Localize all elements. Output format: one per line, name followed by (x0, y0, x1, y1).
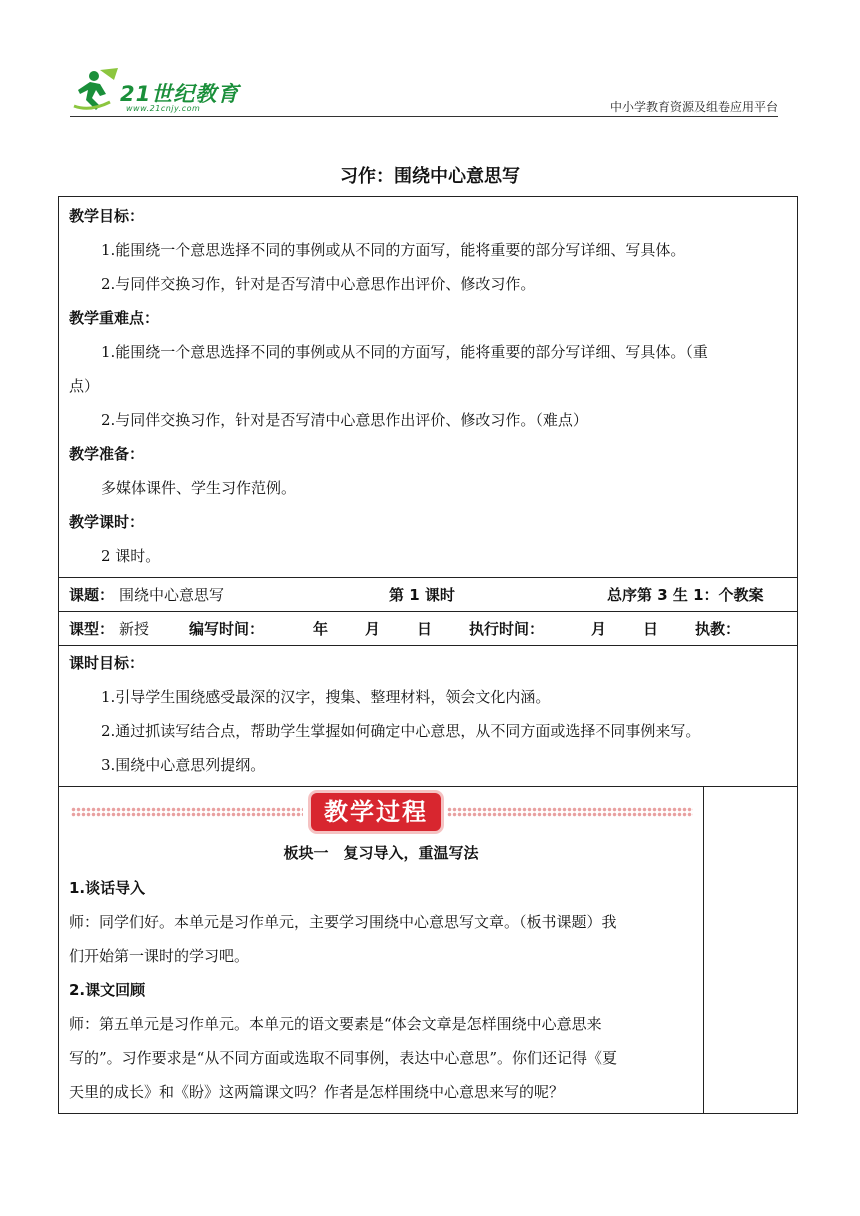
part2-line: 天里的成长》和《盼》这两篇课文吗？作者是怎样围绕中心意思来写的呢？ (69, 1083, 565, 1101)
logo-url: www.21cnjy.com (126, 104, 201, 113)
type-label: 课型： (69, 620, 115, 638)
period-goal-item: 1.引导学生围绕感受最深的汉字，搜集、整理材料，领会文化内涵。 (101, 688, 551, 706)
header-divider (70, 116, 778, 117)
part1-heading: 1.谈话导入 (69, 879, 146, 897)
exec-time-label: 执行时间： (469, 620, 545, 638)
part1-line: 们开始第一课时的学习吧。 (69, 947, 250, 965)
process-main-column (59, 787, 704, 1113)
part2-line: 写的”。习作要求是“从不同方面或选取不同事例，表达中心意思”。你们还记得《夏 (69, 1049, 618, 1067)
type-value: 新授 (119, 620, 150, 638)
platform-name: 中小学教育资源及组卷应用平台 (609, 100, 778, 114)
preparation-content: 多媒体课件、学生习作范例。 (101, 479, 297, 497)
key-point-item-cont: 点） (69, 377, 100, 395)
key-points-heading: 教学重难点： (69, 309, 160, 327)
write-month: 月 (365, 620, 381, 638)
banner-dots-left (71, 807, 303, 817)
period-label: 第 1 课时 (389, 586, 455, 604)
runner-logo-icon (70, 66, 124, 114)
exec-day: 日 (643, 620, 659, 638)
hours-content: 2 课时。 (101, 547, 161, 565)
part1-line: 师：同学们好。本单元是习作单元，主要学习围绕中心意思写文章。（板书课题）我 (69, 913, 617, 931)
order-label: 总序第 3 生 1：个教案 (607, 586, 764, 604)
write-day: 日 (417, 620, 433, 638)
period-goal-item: 2.通过抓读写结合点，帮助学生掌握如何确定中心意思，从不同方面或选择不同事例来写。 (101, 722, 701, 740)
banner-dots-right (447, 807, 693, 817)
process-notes-column (704, 787, 797, 1113)
key-point-item: 2.与同伴交换习作，针对是否写清中心意思作出评价、修改习作。（难点） (101, 411, 588, 429)
period-goal-item: 3.围绕中心意思列提纲。 (101, 756, 266, 774)
banner-label: 教学过程 (311, 793, 441, 831)
process-section (59, 786, 797, 1113)
objective-item: 2.与同伴交换习作，针对是否写清中心意思作出评价、修改习作。 (101, 275, 536, 293)
page-header (70, 66, 778, 118)
site-logo (70, 66, 250, 114)
part2-line: 师：第五单元是习作单元。本单元的语文要素是“体会文章是怎样围绕中心意思来 (69, 1015, 602, 1033)
preparation-heading: 教学准备： (69, 445, 145, 463)
write-year: 年 (313, 620, 329, 638)
hours-heading: 教学课时： (69, 513, 145, 531)
topic-value: 围绕中心意思写 (119, 586, 225, 604)
topic-label: 课题： (69, 586, 115, 604)
write-time-label: 编写时间： (189, 620, 265, 638)
objective-item: 1.能围绕一个意思选择不同的事例或从不同的方面写，能将重要的部分写详细、写具体。 (101, 241, 686, 259)
page-title: 习作：围绕中心意思写 (340, 166, 520, 187)
process-banner (59, 787, 703, 835)
objectives-heading: 教学目标： (69, 207, 145, 225)
period-goals-heading: 课时目标： (69, 654, 145, 672)
logo-text: 21世纪教育 (120, 82, 240, 106)
type-info-row (59, 611, 797, 645)
section-title: 板块一 复习导入，重温写法 (283, 844, 479, 862)
key-point-item: 1.能围绕一个意思选择不同的事例或从不同的方面写，能将重要的部分写详细、写具体。（重 (101, 343, 708, 361)
teacher-label: 执教： (695, 620, 741, 638)
lesson-info-row (59, 577, 797, 611)
exec-month: 月 (591, 620, 607, 638)
lesson-plan-table (58, 196, 798, 1114)
intro-section (59, 197, 797, 577)
period-goals-section (59, 645, 797, 786)
part2-heading: 2.课文回顾 (69, 981, 146, 999)
